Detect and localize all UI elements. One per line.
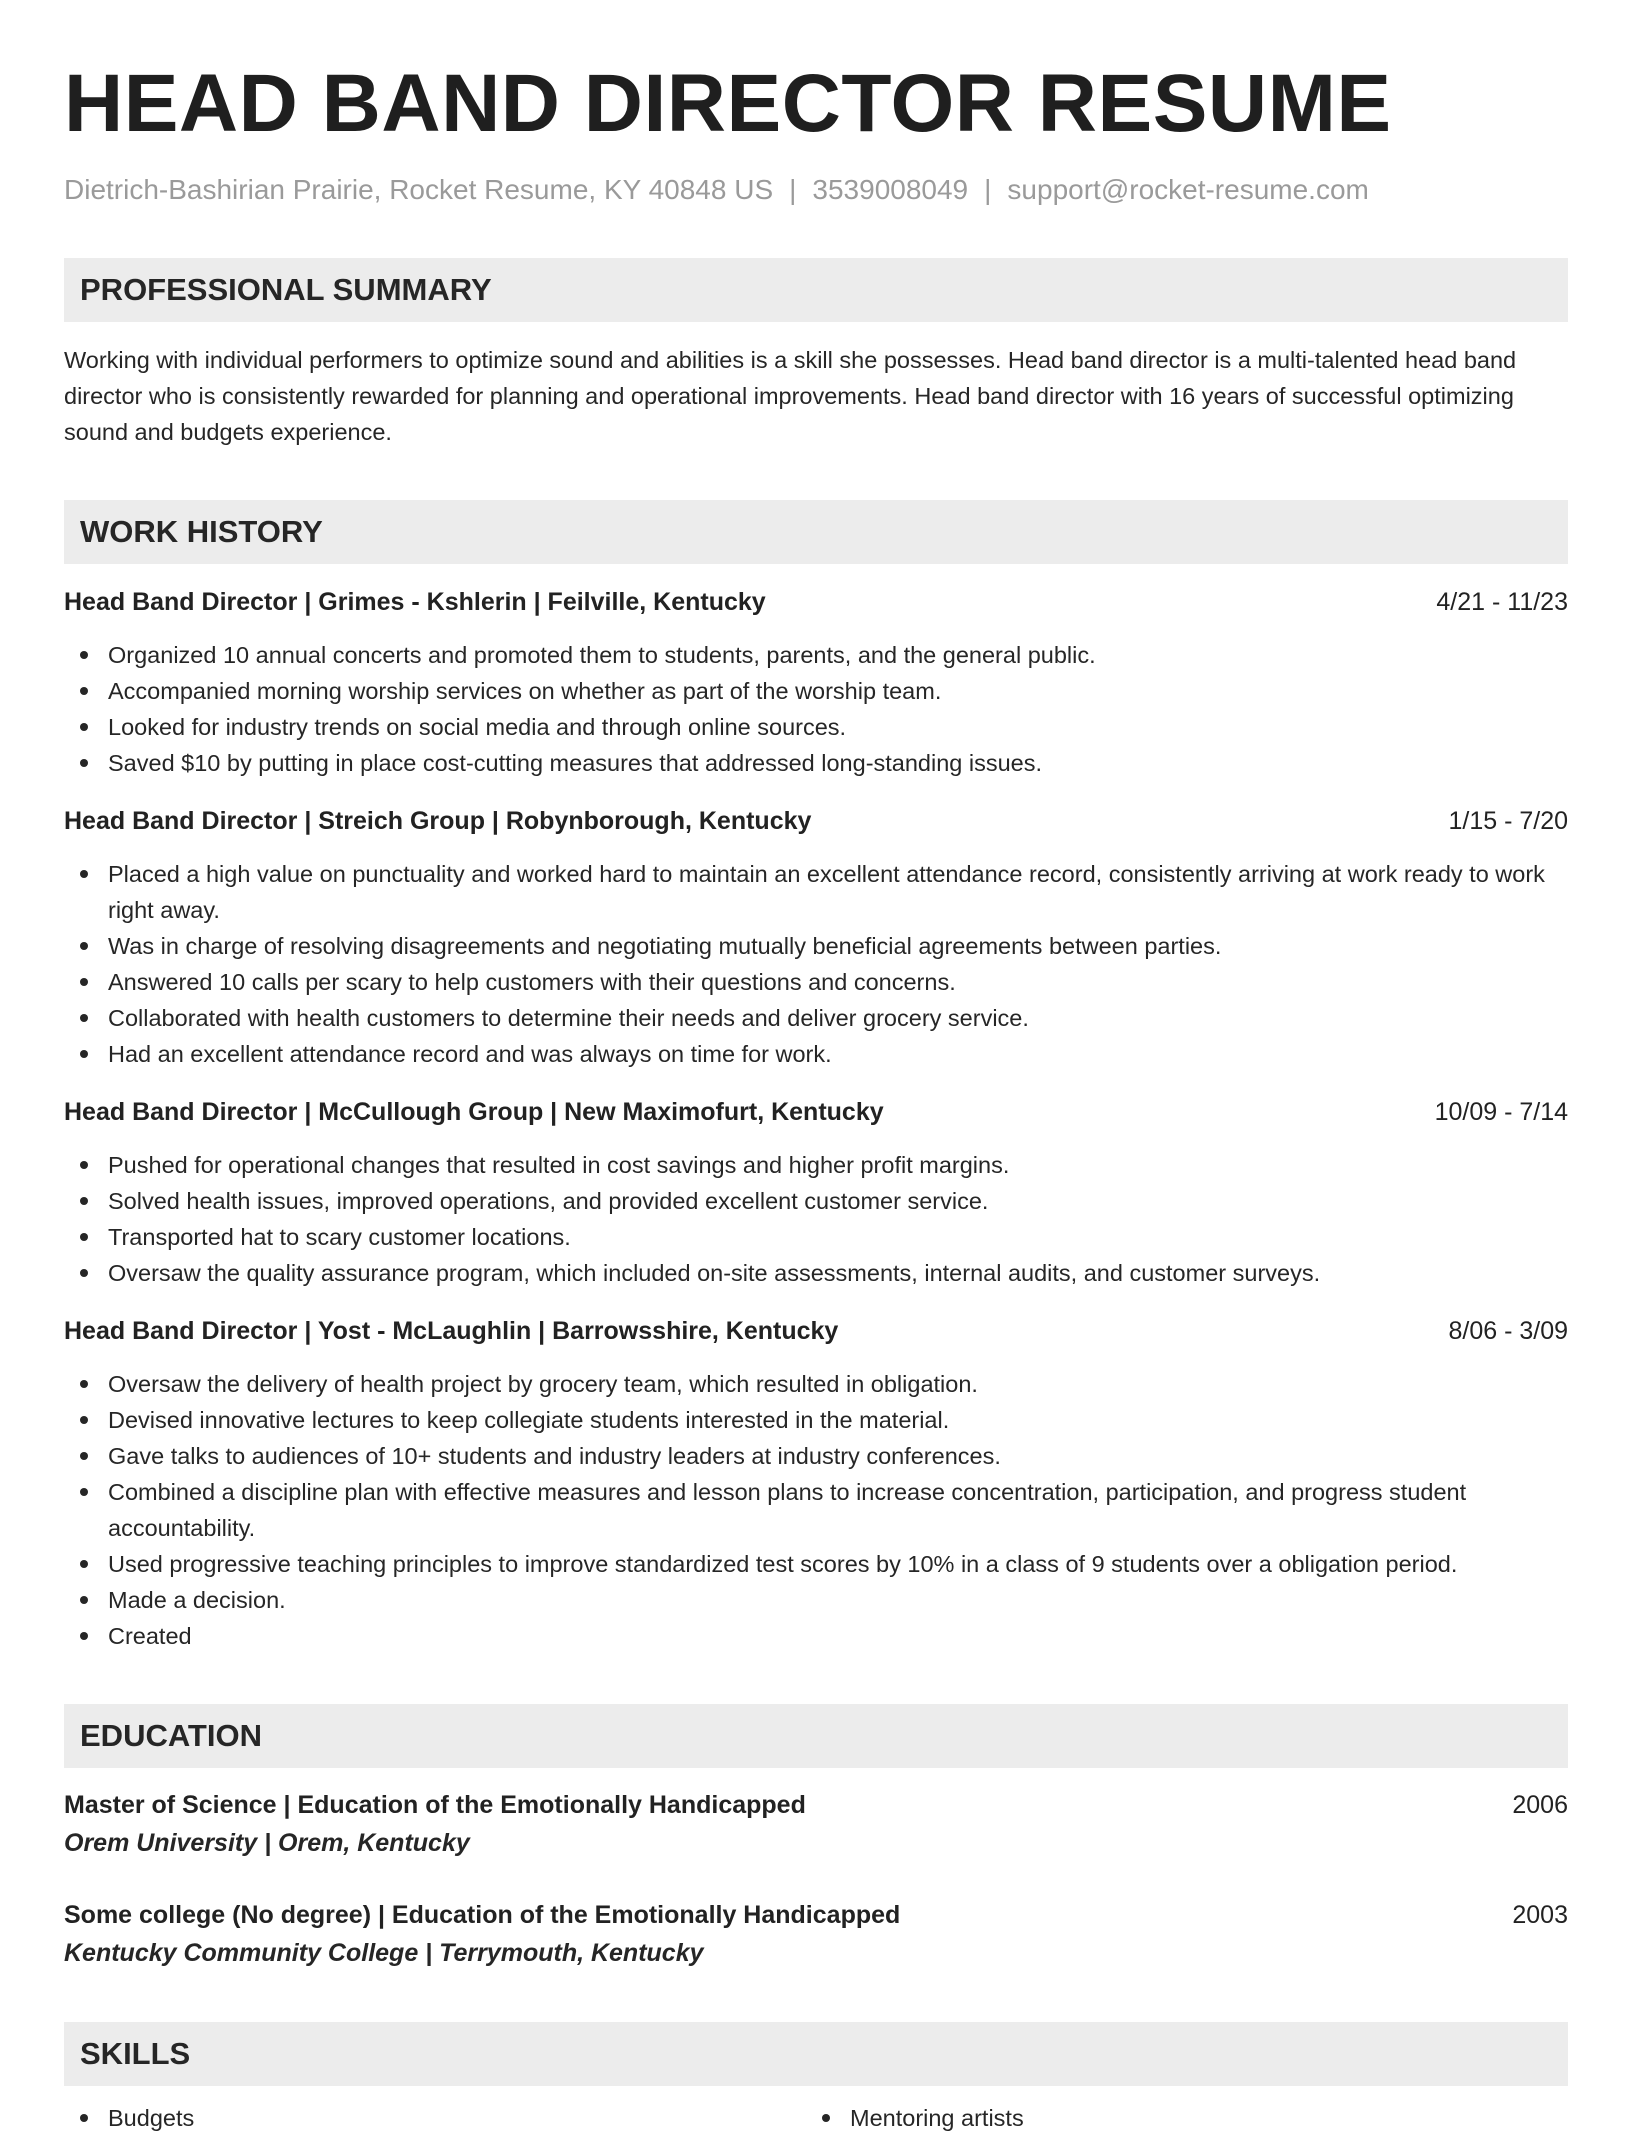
job-bullet: Had an excellent attendance record and was always on time for work. [64, 1036, 1568, 1072]
job-bullet: Gave talks to audiences of 10+ students and industry leaders at industry conferences. [64, 1438, 1568, 1474]
work-history-list [64, 584, 1568, 1654]
job-bullet: Oversaw the quality assurance program, which included on-site assessments, internal audits, and customer surveys. [64, 1255, 1568, 1291]
section-heading-skills: SKILLS [64, 2022, 1568, 2086]
resume-title: HEAD BAND DIRECTOR RESUME [64, 58, 1392, 149]
job-bullet: Looked for industry trends on social media and through online sources. [64, 709, 1568, 745]
job-entry [64, 803, 1568, 1072]
contact-separator: | [984, 174, 992, 205]
job-bullet-list [64, 1366, 1568, 1654]
contact-phone: 3539008049 [812, 174, 969, 205]
job-dates: 10/09 - 7/14 [1434, 1098, 1568, 1126]
job-bullet: Collaborated with health customers to determine their needs and deliver grocery service. [64, 1000, 1568, 1036]
section-heading-work-history: WORK HISTORY [64, 500, 1568, 564]
job-dates: 4/21 - 11/23 [1436, 588, 1568, 616]
education-school: Kentucky Community College | Terrymouth, Kentucky [64, 1939, 704, 1967]
education-degree: Master of Science | Education of the Emotionally Handicapped [64, 1791, 806, 1819]
contact-separator: | [789, 174, 797, 205]
job-entry [64, 1313, 1568, 1654]
job-entry [64, 1094, 1568, 1291]
job-bullet: Used progressive teaching principles to improve standardized test scores by 10% in a class of 9 students over a obligation period. [64, 1546, 1568, 1582]
job-bullet: Made a decision. [64, 1582, 1568, 1618]
skill-item: Mentoring artists [806, 2100, 1548, 2136]
job-bullet: Was in charge of resolving disagreements and negotiating mutually beneficial agreements between parties. [64, 928, 1568, 964]
summary-text: Working with individual performers to optimize sound and abilities is a skill she possesses. Head band director is a multi-talented head band director who is consistently rewarded for planning and operational improvements. Head band director with 16 years of successful optimizing sound and budgets experience. [64, 347, 1517, 445]
job-bullet: Placed a high value on punctuality and worked hard to maintain an excellent attendance record, consistently arriving at work ready to work right away. [64, 856, 1568, 928]
job-dates: 1/15 - 7/20 [1448, 807, 1568, 835]
job-bullet: Pushed for operational changes that resulted in cost savings and higher profit margins. [64, 1147, 1568, 1183]
job-bullet-list [64, 637, 1568, 781]
skills-column-left [64, 2100, 806, 2136]
contact-email: support@rocket-resume.com [1007, 174, 1369, 205]
job-bullet: Saved $10 by putting in place cost-cutting measures that addressed long-standing issues. [64, 745, 1568, 781]
section-heading-summary: PROFESSIONAL SUMMARY [64, 258, 1568, 322]
skills-list [64, 2100, 1568, 2136]
job-bullet: Answered 10 calls per scary to help customers with their questions and concerns. [64, 964, 1568, 1000]
education-year: 2006 [1512, 1791, 1568, 1819]
education-year: 2003 [1512, 1901, 1568, 1929]
job-bullet: Created [64, 1618, 1568, 1654]
job-title: Head Band Director | Grimes - Kshlerin | Feilville, Kentucky [64, 588, 766, 616]
job-bullet: Transported hat to scary customer locations. [64, 1219, 1568, 1255]
job-bullet-list [64, 856, 1568, 1072]
job-title: Head Band Director | Yost - McLaughlin | Barrowsshire, Kentucky [64, 1317, 839, 1345]
job-title: Head Band Director | Streich Group | Robynborough, Kentucky [64, 807, 812, 835]
job-dates: 8/06 - 3/09 [1448, 1317, 1568, 1345]
job-bullet-list [64, 1147, 1568, 1291]
contact-line [64, 172, 1568, 208]
education-degree: Some college (No degree) | Education of the Emotionally Handicapped [64, 1901, 901, 1929]
job-bullet: Solved health issues, improved operations, and provided excellent customer service. [64, 1183, 1568, 1219]
education-entry [64, 1786, 1568, 1862]
job-bullet: Accompanied morning worship services on whether as part of the worship team. [64, 673, 1568, 709]
skill-item: Budgets [64, 2100, 806, 2136]
job-bullet: Combined a discipline plan with effective measures and lesson plans to increase concentration, participation, and progress student accountability. [64, 1474, 1568, 1546]
job-bullet: Oversaw the delivery of health project by grocery team, which resulted in obligation. [64, 1366, 1568, 1402]
education-entry [64, 1896, 1568, 1972]
education-school: Orem University | Orem, Kentucky [64, 1829, 470, 1857]
section-heading-education: EDUCATION [64, 1704, 1568, 1768]
contact-address: Dietrich-Bashirian Prairie, Rocket Resume, KY 40848 US [64, 174, 774, 205]
job-bullet: Devised innovative lectures to keep collegiate students interested in the material. [64, 1402, 1568, 1438]
skills-column-right [806, 2100, 1548, 2136]
job-title: Head Band Director | McCullough Group | New Maximofurt, Kentucky [64, 1098, 884, 1126]
job-bullet: Organized 10 annual concerts and promoted them to students, parents, and the general public. [64, 637, 1568, 673]
job-entry [64, 584, 1568, 781]
